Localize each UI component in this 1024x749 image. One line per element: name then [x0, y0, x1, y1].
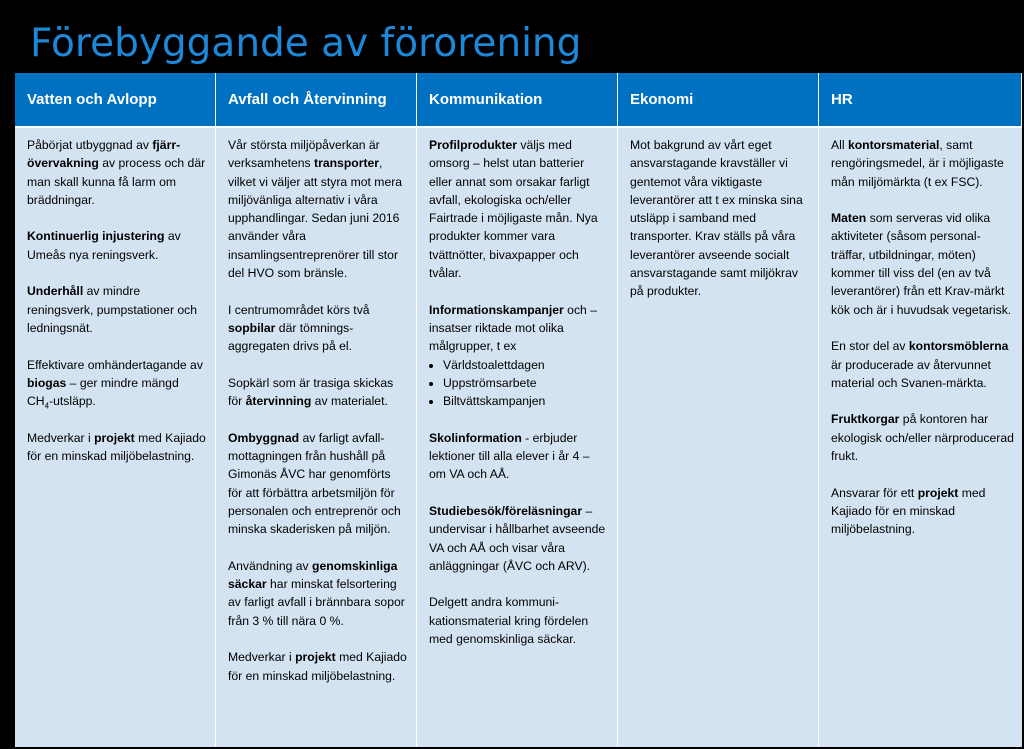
paragraph: Användning av genomskinliga säckar har minskat felsortering av farligt avfall i brännbara sopor från 3 % till nära 0 %.: [228, 558, 405, 628]
paragraph: Ombyggnad av farligt avfall-mottagningen från hushåll på Gimonäs ÅVC har genomförts för att förbättra arbetsmiljön för personalen och entreprenör och minska skaderisken på miljön.: [228, 430, 401, 537]
paragraph: Delgett andra kommuni-kationsmaterial kring fördelen med genomskinliga säckar.: [429, 595, 589, 647]
header-kommunikation: Kommunikation: [417, 73, 618, 126]
paragraph: Ansvarar för ett projekt med Kajiado för en minskad miljöbelastning.: [831, 485, 986, 537]
paragraph: All kontorsmaterial, samt rengöringsmedel, är i möjligaste mån miljömärkta (t ex FSC).: [831, 138, 1004, 189]
list-item: • Biltvättskampanjen: [443, 392, 609, 410]
list-item: • Världstoalettdagen: [443, 356, 609, 374]
paragraph: Sopkärl som är trasiga skickas för återvinning av materialet.: [228, 375, 394, 409]
page-title: Förebyggande av förorening: [30, 21, 582, 66]
header-vatten-och-avlopp: Vatten och Avlopp: [15, 73, 216, 126]
cell-vatten-och-avlopp: [15, 126, 216, 747]
campaign-list: [429, 356, 609, 411]
paragraph: Fruktkorgar på kontoren har ekologisk och/eller närproducerad frukt.: [831, 412, 1014, 464]
paragraph: I centrumområdet körs två sopbilar där tömnings-aggregaten drivs på el.: [228, 302, 370, 354]
paragraph: En stor del av kontorsmöblerna är producerade av återvunnet material och Svanen-märkta.: [831, 339, 1009, 390]
paragraph: Effektivare omhändertagande av biogas – ger mindre mängd $CH_4$-utsläpp.: [27, 357, 203, 411]
paragraph: Vår största miljöpåverkan är verksamhetens transporter, vilket vi väljer att styra mot mera miljövänliga alternativ i våra upphandlingar. Sedan juni 2016 använder våra insamlingsentreprenörer till stor del HVO som bränsle.: [228, 138, 403, 281]
header-avfall-och-atervinning: Avfall och Återvinning: [216, 73, 417, 126]
paragraph: Medverkar i projekt med Kajiado för en minskad miljöbelastning.: [27, 430, 206, 464]
paragraph: Påbörjat utbyggnad av fjärr-övervakning av process och där man skall kunna få larm om bräddningar.: [27, 138, 206, 207]
list-item: • Uppströmsarbete: [443, 374, 609, 392]
paragraph: Informationskampanjer och – insatser riktade mot olika målgrupper, t ex: [429, 302, 597, 354]
paragraph: Medverkar i projekt med Kajiado för en minskad miljöbelastning.: [228, 650, 407, 683]
header-ekonomi: Ekonomi: [618, 73, 819, 126]
pollution-prevention-table: [15, 73, 1022, 747]
cell-kommunikation: [417, 126, 618, 747]
paragraph: Profilprodukter väljs med omsorg – helst utan batterier eller annat som orsakar farligt avfall, ekologiska och/eller Fairtrade i möjligaste mån. Nya produkter kommer vara tvättnötter, bivaxpapper och tvålar.: [429, 138, 598, 281]
paragraph: Underhåll av mindre reningsverk, pumpstationer och ledningsnät.: [27, 284, 198, 335]
cell-hr: [819, 126, 1022, 747]
paragraph: Skolinformation - erbjuder lektioner till alla elever i år 4 – om VA och AÅ.: [429, 430, 590, 482]
paragraph: Mot bakgrund av vårt eget ansvarstagande kravställer vi gentemot våra viktigaste leverantörer att t ex minska sina utsläpp i samband med transporter. Krav ställs på våra leverantörer avseende socialt ansvarstagande samt miljökrav på produkter.: [630, 138, 803, 299]
cell-avfall-och-atervinning: [216, 126, 417, 747]
cell-ekonomi: [618, 126, 819, 747]
paragraph: Kontinuerlig injustering av Umeås nya reningsverk.: [27, 229, 181, 262]
paragraph: Studiebesök/föreläsningar – undervisar i hållbarhet avseende VA och AÅ och visar våra anläggningar (ÅVC och ARV).: [429, 503, 606, 573]
paragraph: Maten som serveras vid olika aktiviteter (såsom personal-träffar, utbildningar, möten) kommer till viss del (en av två leverantörer) från ett Krav-märkt kök och är i huvudsak vegetarisk.: [831, 211, 1012, 317]
header-hr: HR: [819, 73, 1022, 126]
